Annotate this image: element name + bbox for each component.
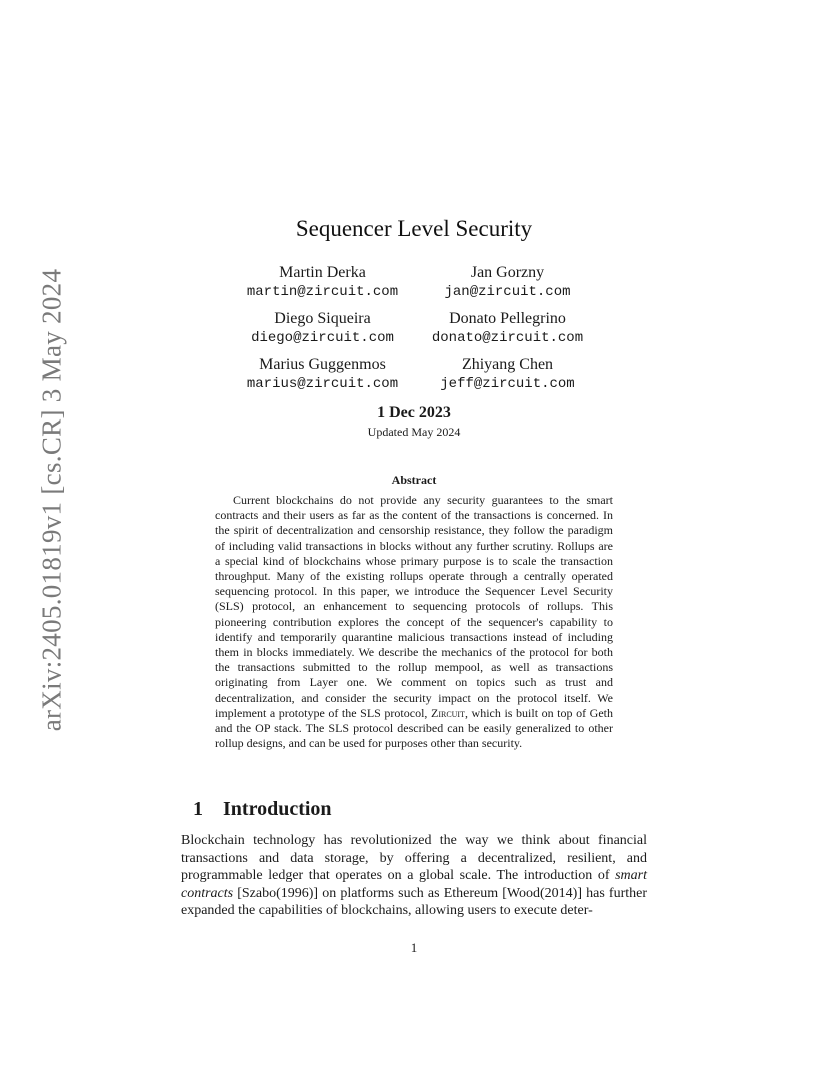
- section-number: 1: [193, 798, 203, 820]
- section-heading: [193, 798, 653, 821]
- author-email: jan@zircuit.com: [444, 284, 571, 300]
- product-name: Zircuit: [430, 705, 465, 720]
- author-email: diego@zircuit.com: [251, 330, 394, 346]
- author-email: martin@zircuit.com: [246, 284, 399, 300]
- author-block: [415, 309, 600, 347]
- intro-text-after: [Szabo(1996)] on platforms such as Ethereum [Wood(2014)] has further expanded the capabilities of blockchains, allowing users to execute deter-: [181, 885, 647, 919]
- author-name: Zhiyang Chen: [461, 356, 554, 373]
- author-email: jeff@zircuit.com: [440, 376, 575, 392]
- author-block: [230, 309, 415, 347]
- introduction-paragraph: [181, 832, 647, 920]
- author-block: [230, 355, 415, 393]
- intro-text-before: Blockchain technology has revolutionized the way we think about financial transactions and data storage, by offering a decentralized, resilient, and programmable ledger that operates on a global scale. The introduction of: [181, 833, 647, 884]
- arxiv-identifier-stamp: arXiv:2405.01819v1 [cs.CR] 3 May 2024: [36, 268, 67, 732]
- abstract-heading: Abstract: [391, 473, 437, 487]
- author-name: Jan Gorzny: [470, 264, 545, 281]
- author-email: marius@zircuit.com: [246, 376, 399, 392]
- paper-title: Sequencer Level Security: [295, 216, 533, 241]
- author-name: Martin Derka: [279, 264, 366, 281]
- abstract-text-part1: Current blockchains do not provide any security guarantees to the smart contracts and their users as far as the content of the transactions is concerned. In the spirit of decentralization and censorship resistance, they follow the paradigm of including valid transactions in blocks without any further scrutiny. Rollups are a special kind of blockchains whose primary purpose is to scale the transaction throughput. Many of the existing rollups operate through a centrally operated sequencing protocol. In this paper, we introduce the Sequencer Level Security (SLS) protocol, an enhancement to sequencing protocols of rollups. This pioneering contribution explores the concept of the sequencer's capability to identify and temporarily quarantine malicious transactions instead of including them in blocks immediately. We describe the mechanics of the protocol for both the transactions submitted to the rollup mempool, as well as transactions originating from Layer one. We comment on topics such as trust and decentralization, and consider the security impact on the protocol itself. We implement a prototype of the SLS protocol,: [215, 493, 613, 720]
- publication-date: 1 Dec 2023: [377, 404, 451, 421]
- author-email: donato@zircuit.com: [431, 330, 584, 346]
- updated-date: Updated May 2024: [367, 425, 461, 439]
- section-title: Introduction: [223, 798, 332, 820]
- abstract-text-part2: , which is built on top of Geth and the OP stack. The SLS protocol described can be easily generalized to other rollup designs, and can be used for purposes other than security.: [215, 705, 613, 751]
- author-name: Donato Pellegrino: [449, 310, 566, 327]
- author-list: [230, 263, 600, 393]
- abstract-body: [215, 493, 613, 751]
- author-name: Diego Siqueira: [274, 310, 371, 327]
- intro-emphasis: smart contracts: [181, 868, 647, 901]
- author-name: Marius Guggenmos: [259, 356, 386, 373]
- page-number: 1: [410, 940, 418, 955]
- author-block: [415, 263, 600, 301]
- author-block: [230, 263, 415, 301]
- author-block: [415, 355, 600, 393]
